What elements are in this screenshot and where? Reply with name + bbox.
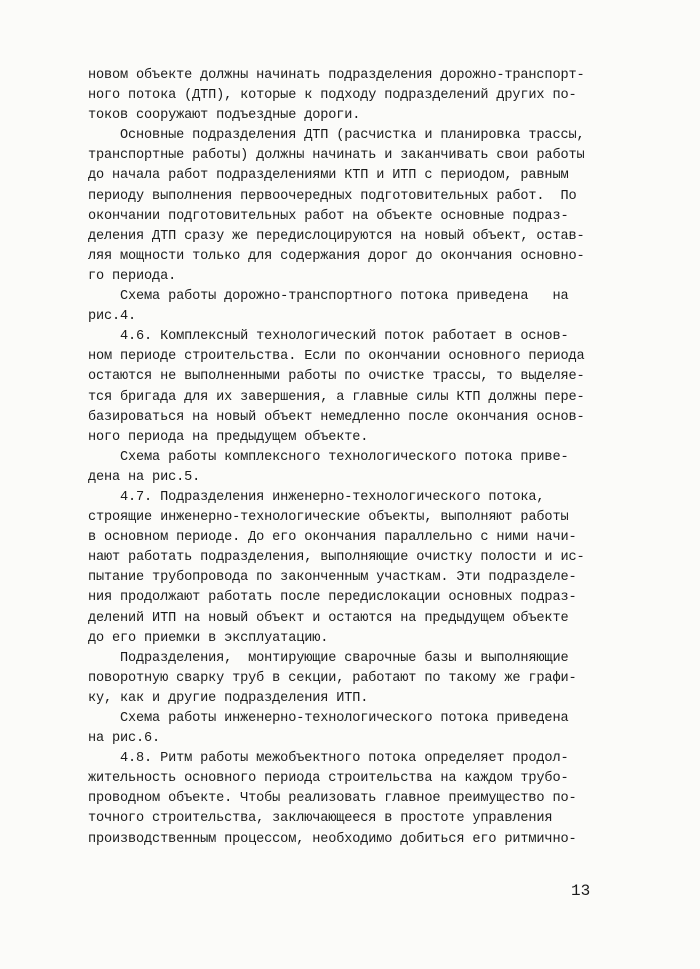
text-line: ляя мощности только для содержания дорог до окончания основно- xyxy=(88,248,585,264)
body-text xyxy=(88,66,608,850)
text-line: 4.6. Комплексный технологический поток работает в основ- xyxy=(88,329,569,345)
text-line: нают работать подразделения, выполняющие очистку полости и ис- xyxy=(88,550,585,566)
text-line: тся бригада для их завершения, а главные силы КТП должны пере- xyxy=(88,389,585,405)
text-line: жительность основного периода строительства на каждом трубо- xyxy=(88,771,569,787)
text-line: рис.4. xyxy=(88,309,137,325)
text-line: до его приемки в эксплуатацию. xyxy=(88,630,329,646)
text-line: поворотную сварку труб в секции, работают по такому же графи- xyxy=(88,670,577,686)
text-line: пытание трубопровода по законченным участкам. Эти подразделе- xyxy=(88,570,577,586)
text-line: Схема работы комплексного технологического потока приве- xyxy=(88,449,569,465)
text-line: Основные подразделения ДТП (расчистка и планировка трассы, xyxy=(88,128,585,144)
text-line: проводном объекте. Чтобы реализовать главное преимущество по- xyxy=(88,791,577,807)
text-line: на рис.6. xyxy=(88,731,161,747)
text-line: ного потока (ДТП), которые к подходу подразделений других по- xyxy=(88,88,577,104)
text-line: периоду выполнения первоочередных подготовительных работ. По xyxy=(88,188,577,204)
text-line: остаются не выполненными работы по очистке трассы, то выделяе- xyxy=(88,369,585,385)
text-line: производственным процессом, необходимо добиться его ритмично- xyxy=(88,831,577,847)
text-line: 4.7. Подразделения инженерно-технологического потока, xyxy=(88,489,545,505)
text-line: базироваться на новый объект немедленно после окончания основ- xyxy=(88,409,585,425)
text-line: ного периода на предыдущем объекте. xyxy=(88,429,369,445)
text-line: до начала работ подразделениями КТП и ИТП с периодом, равным xyxy=(88,168,569,184)
text-line: новом объекте должны начинать подразделения дорожно-транспорт- xyxy=(88,68,585,83)
text-line: 4.8. Ритм работы межобъектного потока определяет продол- xyxy=(88,751,569,767)
text-line: делений ИТП на новый объект и остаются на предыдущем объекте xyxy=(88,610,569,626)
text-line: Подразделения, монтирующие сварочные базы и выполняющие xyxy=(88,650,569,666)
text-line: точного строительства, заключающееся в простоте управления xyxy=(88,811,553,827)
text-line: окончании подготовительных работ на объекте основные подраз- xyxy=(88,208,569,224)
text-line: ном периоде строительства. Если по окончании основного периода xyxy=(88,349,585,365)
text-line: Схема работы дорожно-транспортного потока приведена на xyxy=(88,289,569,305)
page-number: 13 xyxy=(571,882,591,900)
text-line: строящие инженерно-технологические объекты, выполняют работы xyxy=(88,510,569,526)
text-line: Схема работы инженерно-технологического потока приведена xyxy=(88,711,569,726)
text-line: го периода. xyxy=(88,268,177,284)
text-line: в основном периоде. До его окончания параллельно с ними начи- xyxy=(88,530,577,546)
text-line: транспортные работы) должны начинать и заканчивать свои работы xyxy=(88,148,585,164)
text-line: дена на рис.5. xyxy=(88,469,201,485)
text-line: ку, как и другие подразделения ИТП. xyxy=(88,690,369,706)
text-line: токов сооружают подъездные дороги. xyxy=(88,108,361,124)
text-line: деления ДТП сразу же передислоцируются на новый объект, остав- xyxy=(88,228,585,244)
text-line: ния продолжают работать после передислокации основных подраз- xyxy=(88,590,577,606)
